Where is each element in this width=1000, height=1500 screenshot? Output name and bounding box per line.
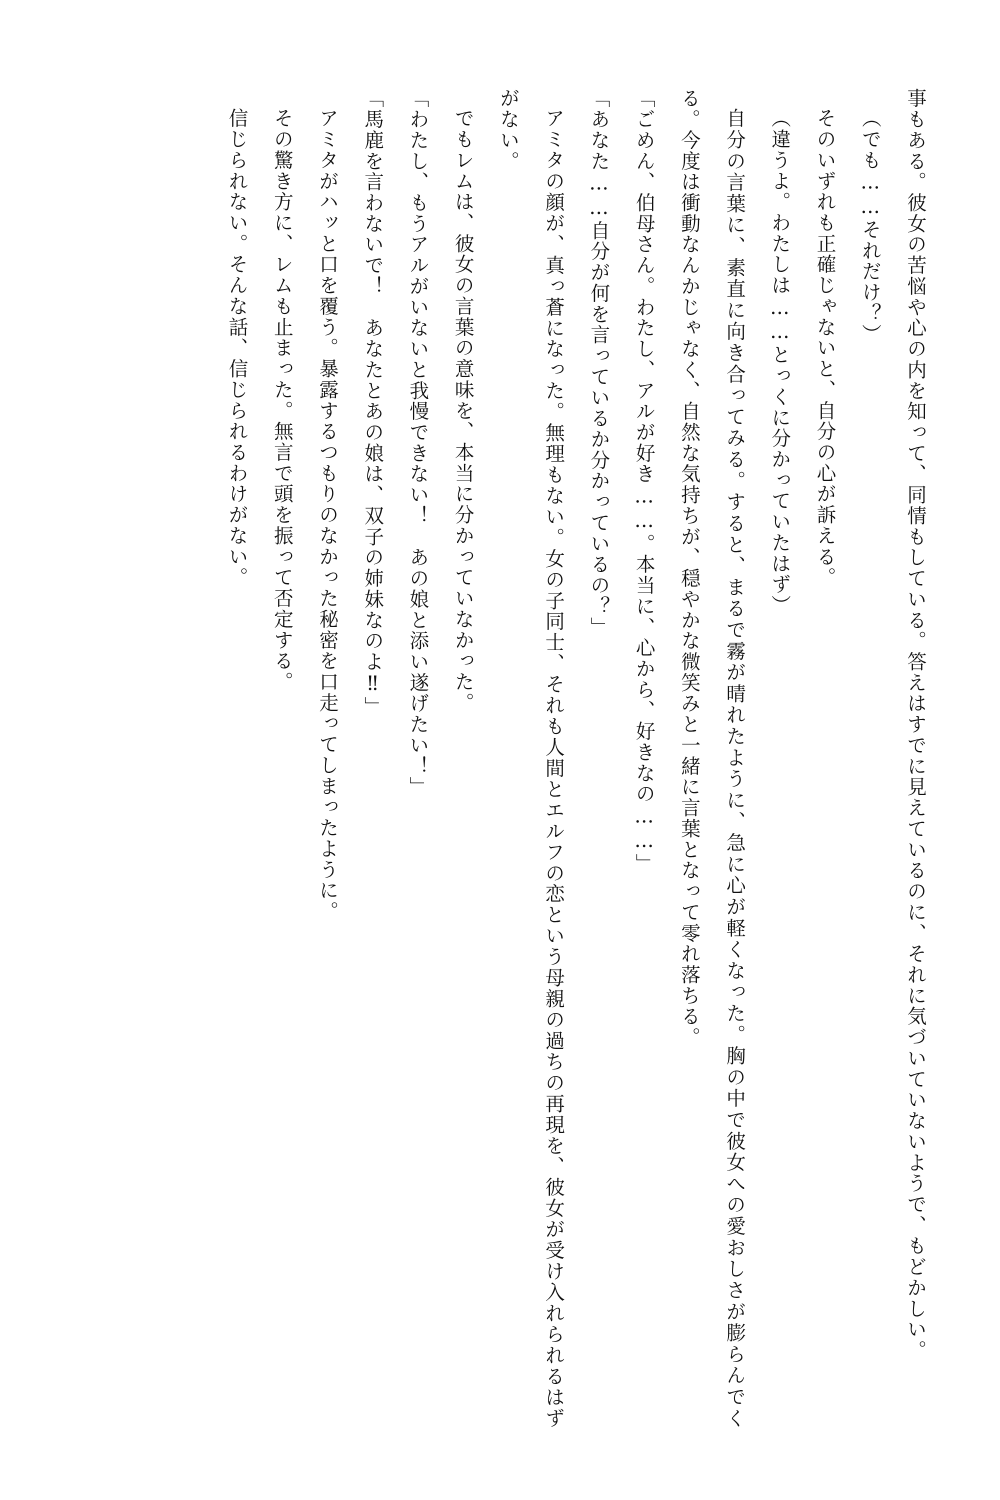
paragraph: 「あなた……自分が何を言っているか分かっているの？」	[587, 88, 611, 638]
paragraph: 「馬鹿を言わないで！ あなたとあの娘は、双子の姉妹なのよ‼」	[361, 88, 385, 718]
paragraph: そのいずれも正確じゃないと、自分の心が訴える。	[813, 107, 837, 588]
paragraph: （でも……それだけ？）	[858, 107, 882, 345]
paragraph: （違うよ。わたしは……とっくに分かっていたはず）	[768, 107, 792, 616]
paragraph: 「わたし、もうアルがいないと我慢できない！ あの娘と添い遂げたい！」	[406, 88, 430, 798]
paragraph: でもレムは、彼女の言葉の意味を、本当に分かっていなかった。	[451, 107, 475, 713]
paragraph: 「ごめん、伯母さん。わたし、アルが好き……。本当に、心から、好きなの……」	[632, 88, 656, 875]
paragraph: 事もある。彼女の苦悩や心の内を知って、同情もしている。答えはすでに見えているのに、それに気づいていないようで、もどかしい。	[904, 88, 927, 1361]
paragraph: その驚き方に、レムも止まった。無言で頭を振って否定する。	[270, 107, 294, 692]
paragraph: アミタがハッと口を覆う。暴露するつもりのなかった秘密を口走ってしまったように。	[315, 107, 339, 922]
paragraph: 自分の言葉に、素直に向き合ってみる。すると、まるで霧が晴れたように、急に心が軽くなった。胸の中で彼女への愛おしさが膨らんでくる。今度は衝動なんかじゃなく、自然な気持ちが、穏やかな微笑みと一緒に言葉となって零れ落ちる。	[677, 88, 747, 1428]
vertical-text-body	[58, 88, 938, 1428]
paragraph: アミタの顔が、真っ蒼になった。無理もない。女の子同士、それも人間とエルフの恋という母親の過ちの再現を、彼女が受け入れられるはずがない。	[496, 88, 566, 1428]
paragraph: 信じられない。そんな話、信じられるわけがない。	[225, 107, 249, 588]
